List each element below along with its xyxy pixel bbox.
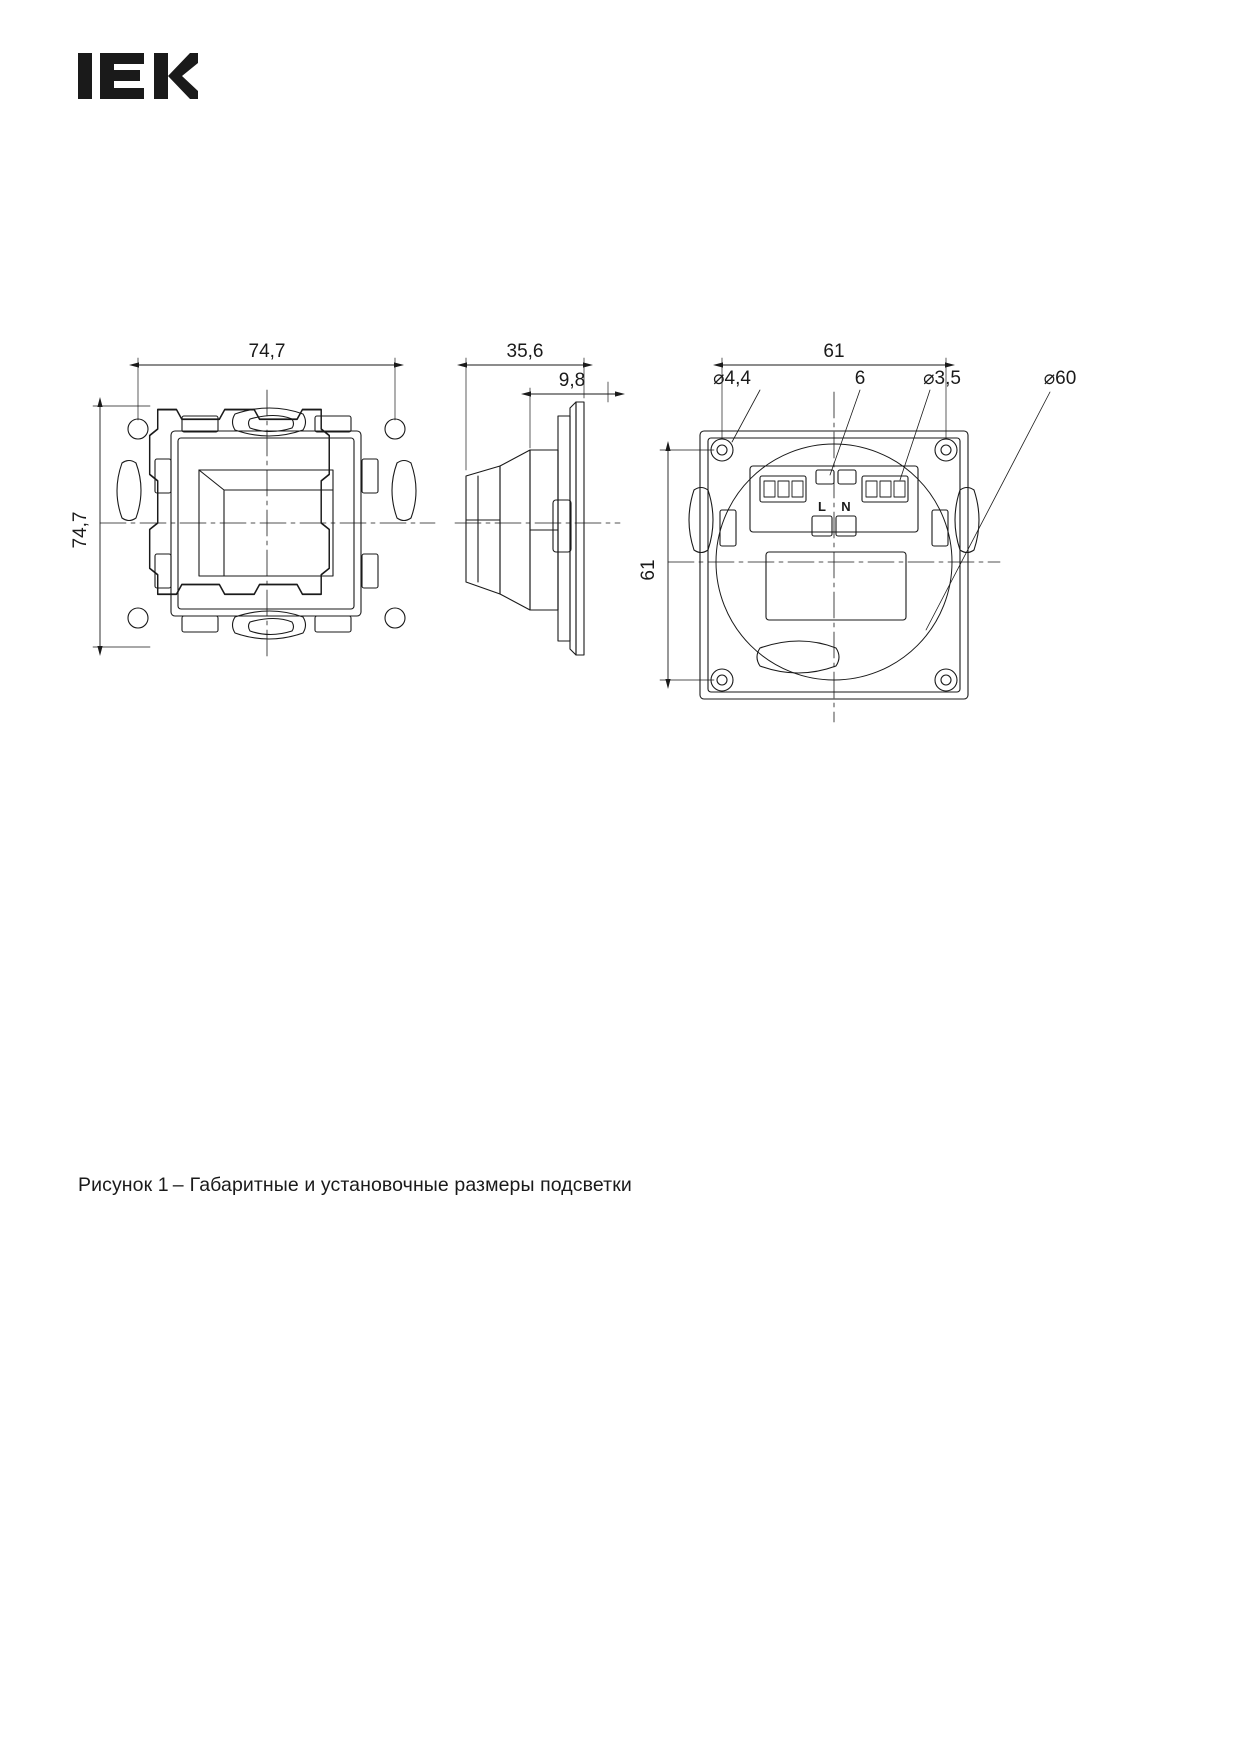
iek-logo	[78, 47, 198, 105]
dim-rear-width: 61	[823, 341, 845, 362]
dim-side-depth: 35,6	[506, 341, 544, 362]
figure-number: Рисунок 1	[78, 1174, 169, 1196]
side-view-dimensions	[466, 358, 616, 470]
terminal-label-l: L	[818, 499, 826, 514]
terminal-label-n: N	[841, 499, 851, 514]
dim-box-diameter: ⌀60	[1043, 368, 1077, 389]
figure-caption	[78, 1174, 632, 1197]
technical-drawing	[60, 330, 1120, 730]
dim-front-height: 74,7	[70, 511, 91, 549]
side-view	[466, 402, 584, 655]
figure-title: Габаритные и установочные размеры подсветки	[189, 1174, 632, 1196]
dim-rear-height: 61	[638, 559, 659, 581]
rear-view-centerlines	[668, 392, 1000, 722]
dim-front-width: 74,7	[248, 341, 286, 362]
front-view	[117, 408, 416, 639]
figure-dash: –	[172, 1174, 184, 1196]
dim-hole-small: ⌀4,4	[713, 368, 751, 389]
dim-spacing: 6	[854, 368, 866, 389]
front-view-dimensions	[93, 358, 395, 647]
dim-side-plate: 9,8	[558, 370, 586, 391]
dim-hole-screw: ⌀3,5	[923, 368, 961, 389]
rear-view-dimensions	[660, 358, 946, 680]
rear-view	[689, 390, 1050, 699]
